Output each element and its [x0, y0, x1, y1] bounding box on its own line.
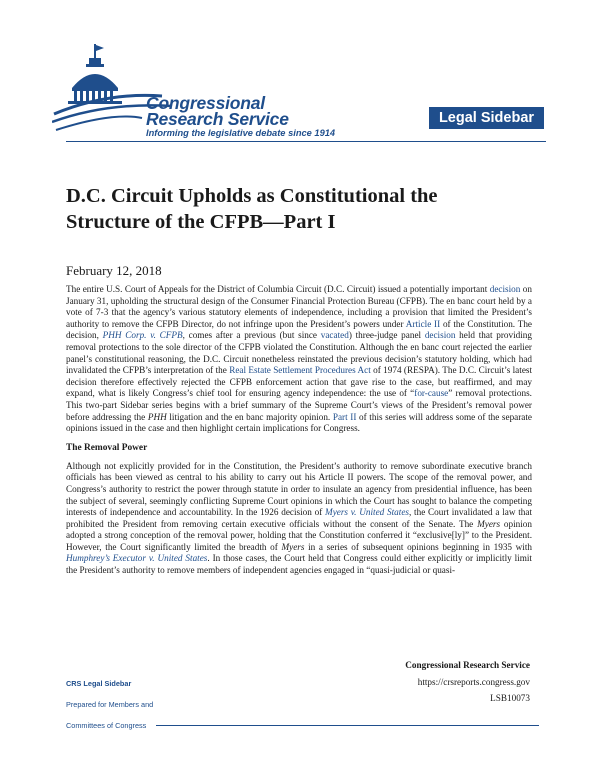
- link-for-cause[interactable]: for-cause: [414, 388, 449, 399]
- footer-report-id: LSB10073: [490, 693, 530, 703]
- text: on January 31, upholding the structural design of the Consumer Financial Protection Bureau (CFPB). The en banc court held by a vote of 7-3 that the agency’s various statutory elements of independence, including a provision that limited the President’s authority to remove the CFPB Director, do not infringe upon the President’s powers under: [66, 284, 532, 329]
- text: ) three-judge panel: [348, 330, 425, 341]
- footer-url[interactable]: https://crsreports.congress.gov: [417, 677, 530, 687]
- case-name: Myers: [281, 541, 305, 552]
- link-phh-corp[interactable]: PHH Corp. v. CFPB: [102, 330, 183, 341]
- text: , the Court invalidated a law that prohibited the President from removing certain executive officials without the consent of the Senate. The: [66, 507, 533, 529]
- text: . In those cases, the Court held that Congress could either explicitly or implicitly limit the President’s authority to remove members of independent agencies engaged in “quasi-judicial or quasi-: [66, 553, 532, 576]
- legal-sidebar-badge: Legal Sidebar: [429, 107, 544, 129]
- text: , comes after a previous (but since: [182, 330, 321, 341]
- link-myers[interactable]: Myers v. United States: [325, 507, 409, 518]
- link-decision[interactable]: decision: [489, 284, 521, 294]
- text: ” removal protections. This two-part Sidebar series begins with a brief summary of the Supreme Court’s views of the President’s removal power before addressing the: [66, 388, 532, 422]
- link-respa[interactable]: Real Estate Settlement Procedures Act: [229, 365, 371, 376]
- footer-org: Congressional Research Service: [405, 660, 530, 670]
- link-article-ii[interactable]: Article II: [405, 318, 441, 329]
- section-heading: The Removal Power: [66, 442, 148, 453]
- link-panel-decision[interactable]: decision: [424, 330, 456, 341]
- article-body: [66, 284, 532, 577]
- page-title: D.C. Circuit Upholds as Constitutional the Structure of the CFPB—Part I: [66, 185, 438, 233]
- footer-series: CRS Legal Sidebar: [66, 679, 132, 688]
- footer-prepared: Prepared for Members and: [66, 700, 154, 709]
- publication-date: February 12, 2018: [66, 263, 162, 278]
- text: The entire U.S. Court of Appeals for the District of Columbia Circuit (D.C. Circuit) issued a potentially important: [66, 284, 490, 294]
- text: in a series of subsequent opinions beginning in 1935 with: [304, 541, 533, 552]
- org-name: Congressional Research Service: [146, 93, 289, 129]
- header-rule: [66, 141, 546, 142]
- text: of the Constitution. The decision,: [66, 318, 532, 341]
- org-tagline: Informing the legislative debate since 1914: [146, 128, 336, 138]
- text: of 1974 (RESPA). The D.C. Circuit’s latest decision therefore effectively rejected the CFPB enforcement action that gave rise to the case, but reaffirmed, and may expand, what is likely Congress’s chief tool for ensuring agency independence: the use of “: [66, 365, 533, 399]
- text: of this series will address some of the separate opinions issued in the case and then highlight certain implications for Congress.: [66, 411, 533, 434]
- paragraph-intro: [66, 284, 532, 435]
- text: litigation and the en banc majority opinion.: [166, 411, 333, 422]
- footer-rule: [156, 725, 539, 726]
- link-vacated[interactable]: vacated: [320, 330, 349, 341]
- link-humphreys-executor[interactable]: Humphrey’s Executor v. United States: [66, 553, 208, 564]
- link-part-ii[interactable]: Part II: [332, 411, 357, 422]
- text: held that providing removal protections to the sole director of the CFPB violated the Constitution. Although the en banc court rejected the earlier panel’s constitutional reasoning, the D.C. Circuit nonetheless reinstated the previous decision’s statutory holding, which had invalidated the CFPB’s interpretation of the: [66, 330, 532, 376]
- case-name: Myers: [477, 518, 501, 529]
- footer-committees: Committees of Congress: [66, 721, 147, 730]
- case-name: PHH: [147, 411, 167, 422]
- text: Although not explicitly provided for in the Constitution, the President’s authority to remove subordinate executive branch officials has been viewed as central to his ability to carry out his Article II powers. The scope of the removal power, and Congress’s authority to restrict the power through statute in order to insulate an agency from presidential influence, has been the subject of several, seemingly conflicting Supreme Court opinions in which the Court has sought to balance the competing interests of independence and accountability. In the 1926 decision of: [66, 460, 532, 518]
- paragraph-removal-power: [66, 461, 532, 577]
- text: opinion adopted a strong conception of the removal power, holding that the Constitution conferred it “exclusive[ly]” to the President. However, the Court significantly limited the breadth of: [66, 518, 532, 552]
